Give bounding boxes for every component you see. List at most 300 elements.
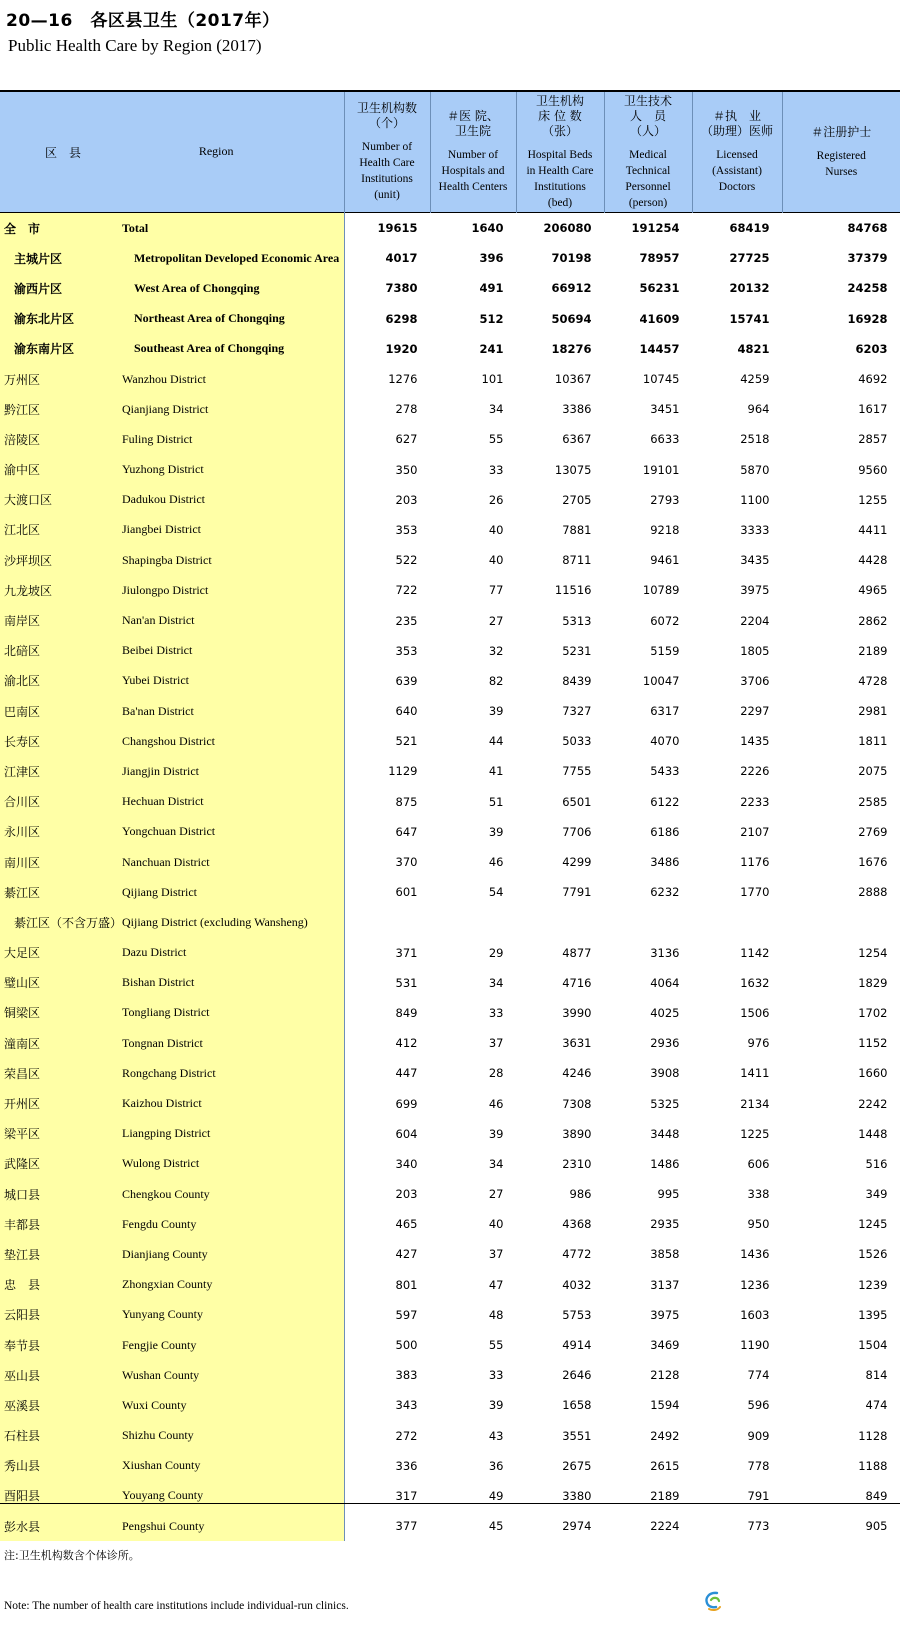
region-name-en: Pengshui County [122, 1518, 205, 1533]
cell-technical: 56231 [639, 281, 680, 296]
cell-doctors: 1225 [740, 1126, 770, 1141]
cell-institutions: 639 [395, 673, 418, 688]
cell-doctors: 3435 [740, 553, 770, 568]
cell-institutions: 500 [395, 1338, 418, 1353]
region-name-cn: 秀山县 [4, 1459, 41, 1474]
region-name-en: Shapingba District [122, 552, 212, 567]
cell-institutions: 1129 [388, 764, 418, 779]
table-row [0, 696, 900, 726]
region-name-en: Yubei District [122, 673, 189, 688]
region-name-en: Beibei District [122, 643, 193, 658]
region-cell [0, 1451, 344, 1481]
table-body [0, 213, 900, 1542]
region-name-cn: 彭水县 [4, 1519, 41, 1534]
cell-institutions: 640 [395, 704, 418, 719]
table-row [0, 334, 900, 364]
cell-technical: 1486 [650, 1156, 680, 1171]
region-cell [0, 1330, 344, 1360]
table-row [0, 847, 900, 877]
region-name-en: Kaizhou District [122, 1096, 202, 1111]
cell-nurses [782, 907, 900, 937]
cell-technical: 2224 [650, 1519, 680, 1534]
cell-beds: 2705 [562, 492, 592, 507]
cell-technical: 2128 [650, 1368, 680, 1383]
cell-doctors: 976 [747, 1036, 770, 1051]
cell-hospitals: 29 [488, 945, 504, 960]
cell-nurses: 1255 [858, 492, 888, 507]
cell-hospitals: 40 [488, 553, 504, 568]
table-row [0, 1119, 900, 1149]
note-cn: 注:卫生机构数含个体诊所。 [4, 1549, 140, 1562]
region-name-cn: 黔江区 [4, 402, 41, 417]
cell-beds: 7881 [562, 522, 592, 537]
table-row [0, 1239, 900, 1269]
cell-beds: 7706 [562, 824, 592, 839]
cell-technical: 10745 [642, 372, 680, 387]
cell-hospitals: 49 [488, 1488, 504, 1503]
header-institutions-cn: 卫生机构数 （个） [356, 101, 417, 130]
cell-hospitals: 39 [488, 824, 504, 839]
cell-institutions: 427 [395, 1247, 418, 1262]
cell-doctors: 2226 [740, 764, 770, 779]
cell-technical: 3975 [650, 1307, 680, 1322]
cell-nurses: 1617 [858, 402, 888, 417]
cell-institutions: 377 [395, 1519, 418, 1534]
cell-technical: 2492 [650, 1428, 680, 1443]
region-name-cn: 铜梁区 [4, 1006, 41, 1021]
region-name-en: Fuling District [122, 431, 193, 446]
region-name-en: Nanchuan District [122, 854, 210, 869]
table-row [0, 1088, 900, 1118]
cell-doctors: 774 [747, 1368, 770, 1383]
table-row [0, 1209, 900, 1239]
cell-nurses: 1448 [858, 1126, 888, 1141]
cell-doctors: 5870 [740, 462, 770, 477]
region-cell [0, 1088, 344, 1118]
region-name-cn: 全 市 [4, 221, 41, 236]
cell-technical: 995 [657, 1187, 680, 1202]
cell-technical: 3858 [650, 1247, 680, 1262]
header-technical [604, 92, 692, 213]
cell-doctors: 1190 [740, 1338, 770, 1353]
cell-institutions: 336 [395, 1458, 418, 1473]
cell-technical: 3469 [650, 1338, 680, 1353]
table-row [0, 605, 900, 635]
region-name-cn: 大足区 [4, 946, 41, 961]
cell-hospitals: 241 [479, 341, 504, 356]
region-name-en: Southeast Area of Chongqing [134, 341, 285, 356]
region-name-en: Wushan County [122, 1367, 200, 1382]
region-name-en: Yunyang County [122, 1307, 203, 1322]
table-row [0, 1421, 900, 1451]
region-name-en: Northeast Area of Chongqing [134, 311, 285, 326]
region-name-cn: 大渡口区 [4, 493, 53, 508]
cell-beds: 4368 [562, 1217, 592, 1232]
cell-technical: 78957 [639, 251, 680, 266]
cell-hospitals: 44 [488, 734, 504, 749]
table-row [0, 877, 900, 907]
region-cell [0, 273, 344, 303]
cell-doctors: 606 [747, 1156, 770, 1171]
region-cell [0, 424, 344, 454]
region-name-cn: 江津区 [4, 764, 41, 779]
table-row [0, 938, 900, 968]
cell-hospitals: 512 [479, 311, 504, 326]
region-name-en: Jiulongpo District [122, 582, 209, 597]
cell-institutions: 343 [395, 1398, 418, 1413]
cell-technical: 5159 [650, 643, 680, 658]
table-row [0, 787, 900, 817]
cell-hospitals: 39 [488, 1126, 504, 1141]
cell-nurses: 2981 [858, 704, 888, 719]
region-name-en: Qijiang District (excluding Wansheng) [122, 914, 308, 929]
cell-technical: 2189 [650, 1488, 680, 1503]
cell-hospitals: 41 [488, 764, 504, 779]
cell-beds: 8439 [562, 673, 592, 688]
region-cell [0, 1179, 344, 1209]
cell-technical: 6186 [650, 824, 680, 839]
cell-nurses: 1245 [858, 1217, 888, 1232]
region-name-en: Jiangbei District [122, 522, 201, 537]
cell-doctors: 791 [747, 1488, 770, 1503]
cell-technical: 4025 [650, 1005, 680, 1020]
region-cell [0, 1360, 344, 1390]
cell-institutions: 370 [395, 855, 418, 870]
cell-doctors: 596 [747, 1398, 770, 1413]
cell-nurses: 2769 [858, 824, 888, 839]
cell-beds: 7755 [562, 764, 592, 779]
cell-technical: 2615 [650, 1458, 680, 1473]
cell-nurses: 849 [865, 1488, 888, 1503]
cell-beds: 8711 [562, 553, 592, 568]
region-name-en: Dazu District [122, 945, 187, 960]
region-name-en: Tongnan District [122, 1035, 203, 1050]
cell-institutions: 203 [395, 492, 418, 507]
cell-technical: 6317 [650, 704, 680, 719]
region-cell [0, 787, 344, 817]
cell-hospitals: 28 [488, 1066, 504, 1081]
cell-nurses: 1676 [858, 855, 888, 870]
cell-institutions: 722 [395, 583, 418, 598]
cell-doctors: 4259 [740, 372, 770, 387]
table-row [0, 1330, 900, 1360]
cell-beds: 3890 [562, 1126, 592, 1141]
cell-nurses: 84768 [847, 221, 888, 236]
region-name-cn: 涪陵区 [4, 432, 41, 447]
cell-hospitals: 51 [488, 794, 504, 809]
cell-nurses: 1395 [858, 1307, 888, 1322]
cell-institutions: 521 [395, 734, 418, 749]
cell-institutions: 340 [395, 1156, 418, 1171]
cell-beds: 986 [569, 1187, 592, 1202]
region-name-en: Chengkou County [122, 1186, 210, 1201]
region-name-cn: 合川区 [4, 795, 41, 810]
table-row [0, 1028, 900, 1058]
region-name-en: Changshou District [122, 733, 215, 748]
region-name-en: Jiangjin District [122, 763, 199, 778]
region-name-cn: 渝东南片区 [14, 342, 75, 357]
cell-hospitals: 37 [488, 1036, 504, 1051]
region-name-cn: 奉节县 [4, 1338, 41, 1353]
cell-nurses: 2862 [858, 613, 888, 628]
cell-technical: 5433 [650, 764, 680, 779]
cell-beds: 66912 [551, 281, 592, 296]
region-cell [0, 968, 344, 998]
region-name-cn: 渝北区 [4, 674, 41, 689]
cell-hospitals: 40 [488, 1217, 504, 1232]
cell-nurses: 16928 [847, 311, 888, 326]
region-name-en: Metropolitan Developed Economic Area [134, 250, 340, 265]
table-row [0, 968, 900, 998]
cell-institutions: 1276 [388, 372, 418, 387]
cell-technical: 41609 [639, 311, 680, 326]
cell-institutions: 350 [395, 462, 418, 477]
table-row [0, 364, 900, 394]
cell-doctors: 68419 [729, 221, 770, 236]
cell-institutions: 19615 [377, 221, 418, 236]
cell-beds: 5231 [562, 643, 592, 658]
table-row [0, 907, 900, 937]
region-name-en: Tongliang District [122, 1005, 210, 1020]
region-name-cn: 垫江县 [4, 1247, 41, 1262]
region-cell [0, 907, 344, 937]
cell-doctors: 1632 [740, 975, 770, 990]
cell-beds: 10367 [554, 372, 592, 387]
cell-institutions: 465 [395, 1217, 418, 1232]
region-name-en: Fengdu County [122, 1216, 197, 1231]
cell-doctors: 2233 [740, 794, 770, 809]
header-region-en: Region [198, 143, 234, 158]
cell-hospitals: 27 [488, 613, 504, 628]
cell-beds: 6501 [562, 794, 592, 809]
cell-hospitals: 34 [488, 1156, 504, 1171]
table-row [0, 515, 900, 545]
region-name-cn: 綦江区 [4, 885, 41, 900]
region-name-en: Nan'an District [122, 613, 195, 628]
region-name-cn: 开州区 [4, 1097, 41, 1112]
region-name-cn: 沙坪坝区 [4, 553, 53, 568]
region-cell [0, 756, 344, 786]
cell-technical: 2793 [650, 492, 680, 507]
cell-nurses: 4692 [858, 372, 888, 387]
header-doctors [692, 92, 782, 213]
region-name-cn: 渝西片区 [14, 281, 63, 296]
region-name-cn: 南岸区 [4, 614, 41, 629]
region-name-cn: 九龙坡区 [4, 583, 53, 598]
table-row [0, 1481, 900, 1511]
cell-nurses: 24258 [847, 281, 888, 296]
cell-doctors: 2134 [740, 1096, 770, 1111]
cell-technical: 10047 [642, 673, 680, 688]
region-name-en: Qijiang District [122, 884, 197, 899]
cell-hospitals: 33 [488, 1005, 504, 1020]
cell-institutions: 371 [395, 945, 418, 960]
cell-institutions: 597 [395, 1307, 418, 1322]
cell-doctors: 2518 [740, 432, 770, 447]
cell-technical: 3137 [650, 1277, 680, 1292]
region-name-en: Total [122, 220, 149, 235]
cell-beds: 7308 [562, 1096, 592, 1111]
region-name-en: Hechuan District [122, 794, 204, 809]
cell-beds: 6367 [562, 432, 592, 447]
cell-institutions: 875 [395, 794, 418, 809]
region-name-en: Dadukou District [122, 492, 205, 507]
table-row [0, 1511, 900, 1541]
cell-nurses: 2888 [858, 885, 888, 900]
cell-beds: 7791 [562, 885, 592, 900]
header-beds-en: Hospital Beds in Health Care Institutions (bed) [526, 148, 594, 209]
region-name-cn: 丰都县 [4, 1217, 41, 1232]
region-name-cn: 北碚区 [4, 644, 41, 659]
cell-institutions: 601 [395, 885, 418, 900]
cell-technical: 14457 [639, 341, 680, 356]
cell-hospitals: 48 [488, 1307, 504, 1322]
note-en: Note: The number of health care institutions include individual-run clinics. [4, 1600, 349, 1612]
region-cell [0, 998, 344, 1028]
region-cell [0, 726, 344, 756]
region-name-cn: 璧山区 [4, 976, 41, 991]
cell-hospitals: 27 [488, 1187, 504, 1202]
header-institutions-en: Number of Health Care Institutions (unit) [359, 141, 415, 201]
cell-nurses: 1660 [858, 1066, 888, 1081]
region-cell [0, 455, 344, 485]
cell-beds: 18276 [551, 341, 592, 356]
region-cell [0, 847, 344, 877]
cell-doctors: 20132 [729, 281, 770, 296]
region-name-en: Wulong District [122, 1156, 200, 1171]
cell-doctors: 1805 [740, 643, 770, 658]
cell-beds: 2646 [562, 1368, 592, 1383]
cell-hospitals: 101 [481, 372, 504, 387]
region-cell [0, 817, 344, 847]
region-cell [0, 243, 344, 273]
cell-institutions: 353 [395, 522, 418, 537]
cell-technical: 6122 [650, 794, 680, 809]
cell-beds: 2974 [562, 1519, 592, 1534]
region-cell [0, 1239, 344, 1269]
table-row [0, 726, 900, 756]
cell-beds: 5313 [562, 613, 592, 628]
cell-doctors: 1100 [740, 492, 770, 507]
region-cell [0, 1481, 344, 1511]
header-region-cn: 区 县 [45, 145, 82, 160]
cell-nurses: 4728 [858, 673, 888, 688]
cell-technical: 5325 [650, 1096, 680, 1111]
table-row [0, 1179, 900, 1209]
cell-doctors: 773 [747, 1519, 770, 1534]
table-row [0, 666, 900, 696]
cell-doctors: 2107 [740, 824, 770, 839]
table-row [0, 394, 900, 424]
table-row [0, 273, 900, 303]
region-name-en: Youyang County [122, 1488, 204, 1503]
region-cell [0, 1058, 344, 1088]
cell-hospitals: 396 [479, 251, 504, 266]
cell-beds: 3380 [562, 1488, 592, 1503]
cell-hospitals: 43 [488, 1428, 504, 1443]
cell-nurses: 905 [865, 1519, 888, 1534]
cell-institutions: 317 [395, 1488, 418, 1503]
cell-doctors: 4821 [737, 341, 770, 356]
cell-technical: 6232 [650, 885, 680, 900]
cell-nurses: 1811 [858, 734, 888, 749]
cell-doctors: 3333 [740, 522, 770, 537]
cell-beds: 3990 [562, 1005, 592, 1020]
cell-institutions: 203 [395, 1187, 418, 1202]
header-doctors-en: Licensed (Assistant) Doctors [712, 149, 762, 193]
cell-technical: 6633 [650, 432, 680, 447]
cell-doctors: 2297 [740, 704, 770, 719]
cell-doctors: 1506 [740, 1005, 770, 1020]
header-region [0, 92, 344, 213]
cell-beds: 4914 [562, 1338, 592, 1353]
region-name-cn: 长寿区 [4, 734, 41, 749]
region-cell [0, 213, 344, 244]
cell-technical: 4064 [650, 975, 680, 990]
cell-doctors: 778 [747, 1458, 770, 1473]
cell-technical: 9218 [650, 522, 680, 537]
cell-nurses: 2857 [858, 432, 888, 447]
cell-hospitals: 34 [488, 402, 504, 417]
cell-technical: 6072 [650, 613, 680, 628]
table-row [0, 304, 900, 334]
region-name-cn: 云阳县 [4, 1308, 41, 1323]
cell-hospitals [430, 907, 516, 937]
cell-nurses: 4428 [858, 553, 888, 568]
cell-institutions: 604 [395, 1126, 418, 1141]
header-beds [516, 92, 604, 213]
cell-institutions: 1920 [385, 341, 418, 356]
region-cell [0, 394, 344, 424]
table-row [0, 1390, 900, 1420]
cell-hospitals: 46 [488, 855, 504, 870]
table-row [0, 243, 900, 273]
cell-hospitals: 26 [488, 492, 504, 507]
cell-nurses: 1239 [858, 1277, 888, 1292]
table-row [0, 424, 900, 454]
cell-institutions: 699 [395, 1096, 418, 1111]
cell-hospitals: 47 [488, 1277, 504, 1292]
cell-institutions: 353 [395, 643, 418, 658]
cell-technical: 19101 [642, 462, 680, 477]
region-name-cn: 主城片区 [14, 251, 63, 266]
region-cell [0, 1300, 344, 1330]
region-cell [0, 575, 344, 605]
region-name-cn: 巫山县 [4, 1368, 41, 1383]
cell-nurses: 1254 [858, 945, 888, 960]
cell-beds: 5753 [562, 1307, 592, 1322]
region-name-cn: 渝中区 [4, 463, 41, 478]
region-name-en: Yuzhong District [122, 462, 204, 477]
cell-beds: 2675 [562, 1458, 592, 1473]
cell-beds: 4032 [562, 1277, 592, 1292]
cell-technical: 3451 [650, 402, 680, 417]
cell-beds: 13075 [554, 462, 592, 477]
cell-beds: 4716 [562, 975, 592, 990]
region-cell [0, 938, 344, 968]
region-cell [0, 696, 344, 726]
cell-hospitals: 1640 [471, 221, 504, 236]
cell-beds: 4772 [562, 1247, 592, 1262]
cell-hospitals: 32 [488, 643, 504, 658]
header-hospitals-cn: ＃医 院、 卫生院 [447, 109, 499, 138]
cell-technical: 9461 [650, 553, 680, 568]
cell-nurses: 1152 [858, 1036, 888, 1051]
region-cell [0, 605, 344, 635]
table-row [0, 1451, 900, 1481]
cell-doctors: 3975 [740, 583, 770, 598]
cell-institutions: 849 [395, 1005, 418, 1020]
